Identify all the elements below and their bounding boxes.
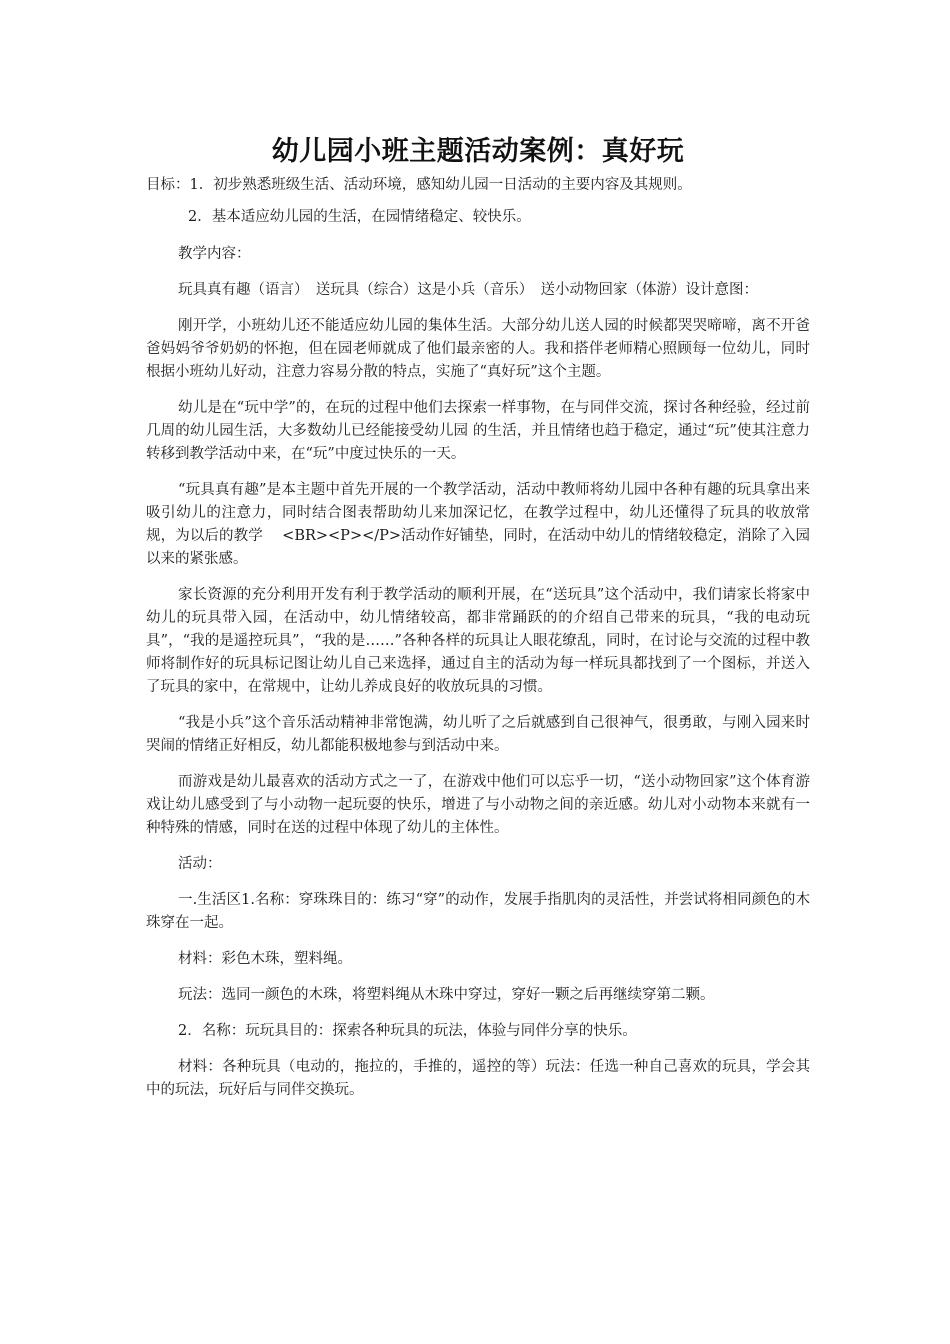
body-paragraph: 家长资源的充分利用开发有利于教学活动的顺利开展，在“送玩具”这个活动中，我们请家长将家中幼儿的玩具带入园，在活动中，幼儿情绪较高，都非常踊跃的的介绍自己带来的玩具，“我的电动玩具”，“我的是遥控玩具”，“我的是……”各种各样的玩具让人眼花缭乱，同时，在讨论与交流的过程中教师将制作好的玩具标记图让幼儿自己来选择，通过自主的活动为每一样玩具都找到了一个图标，并送入了玩具的家中，在常规中，让幼儿养成良好的收放玩具的习惯。 bbox=[146, 587, 810, 695]
body-paragraph: 幼儿是在“玩中学”的，在玩的过程中他们去探索一样事物，在与同伴交流，探讨各种经验，经过前几周的幼儿园生活，大多数幼儿已经能接受幼儿园 的生活，并且情绪也趋于稳定，通过“玩”使其注意力转移到教学活动中来，在“玩”中度过快乐的一天。 bbox=[146, 400, 810, 462]
goal-paragraph-1: 目标：1．初步熟悉班级生活、活动环境，感知幼儿园一日活动的主要内容及其规则。 bbox=[146, 177, 692, 193]
body-paragraph: “我是小兵”这个音乐活动精神非常饱满，幼儿听了之后就感到自己很神气，很勇敢，与刚入园来时哭闹的情绪正好相反，幼儿都能积极地参与到活动中来。 bbox=[146, 715, 810, 754]
goal-paragraph-2: 2．基本适应幼儿园的生活，在园情绪稳定、较快乐。 bbox=[188, 209, 531, 225]
activity-item: 材料：各种玩具（电动的，拖拉的，手推的，遥控的等）玩法：任选一种自己喜欢的玩具，学会其中的玩法，玩好后与同伴交换玩。 bbox=[146, 1059, 810, 1098]
activity-item: 材料：彩色木珠，塑料绳。 bbox=[178, 951, 352, 967]
document-page bbox=[146, 132, 810, 1115]
activity-item: 2．名称：玩玩具目的：探索各种玩具的玩法，体验与同伴分享的快乐。 bbox=[178, 1023, 637, 1039]
body-paragraph: 刚开学，小班幼儿还不能适应幼儿园的集体生活。大部分幼儿送人园的时候都哭哭啼啼，离不开爸爸妈妈爷爷奶奶的怀抱，但在园老师就成了他们最亲密的人。我和搭伴老师精心照顾每一位幼儿，同时根据小班幼儿好动，注意力容易分散的特点，实施了“真好玩”这个主题。 bbox=[146, 318, 810, 380]
teaching-content-list: 玩具真有趣（语言） 送玩具（综合）这是小兵（音乐） 送小动物回家（体游）设计意图： bbox=[178, 282, 758, 298]
activity-item: 一.生活区1.名称：穿珠珠目的：练习“穿”的动作，发展手指肌肉的灵活性，并尝试将相同颜色的木珠穿在一起。 bbox=[146, 892, 810, 931]
document-title: 幼儿园小班主题活动案例：真好玩 bbox=[271, 136, 685, 167]
body-paragraph: “玩具真有趣”是本主题中首先开展的一个教学活动，活动中教师将幼儿园中各种有趣的玩具拿出来吸引幼儿的注意力，同时结合图表帮助幼儿来加深记忆，在教学过程中，幼儿还懂得了玩具的收放常规，为以后的教学 <BR><P></P>活动作好铺垫，同时，在活动中幼儿的情绪较稳定，消除了入园以来的紧张感。 bbox=[146, 482, 810, 567]
activity-item: 玩法：选同一颜色的木珠，将塑料绳从木珠中穿过，穿好一颗之后再继续穿第二颗。 bbox=[178, 987, 715, 1003]
teaching-content-heading: 教学内容： bbox=[178, 246, 251, 262]
activity-heading: 活动： bbox=[178, 856, 222, 872]
body-paragraph: 而游戏是幼儿最喜欢的活动方式之一了，在游戏中他们可以忘乎一切，“送小动物回家”这个体育游戏让幼儿感受到了与小动物一起玩耍的快乐，增进了与小动物之间的亲近感。幼儿对小动物本来就有一种特殊的情感，同时在送的过程中体现了幼儿的主体性。 bbox=[146, 774, 810, 836]
